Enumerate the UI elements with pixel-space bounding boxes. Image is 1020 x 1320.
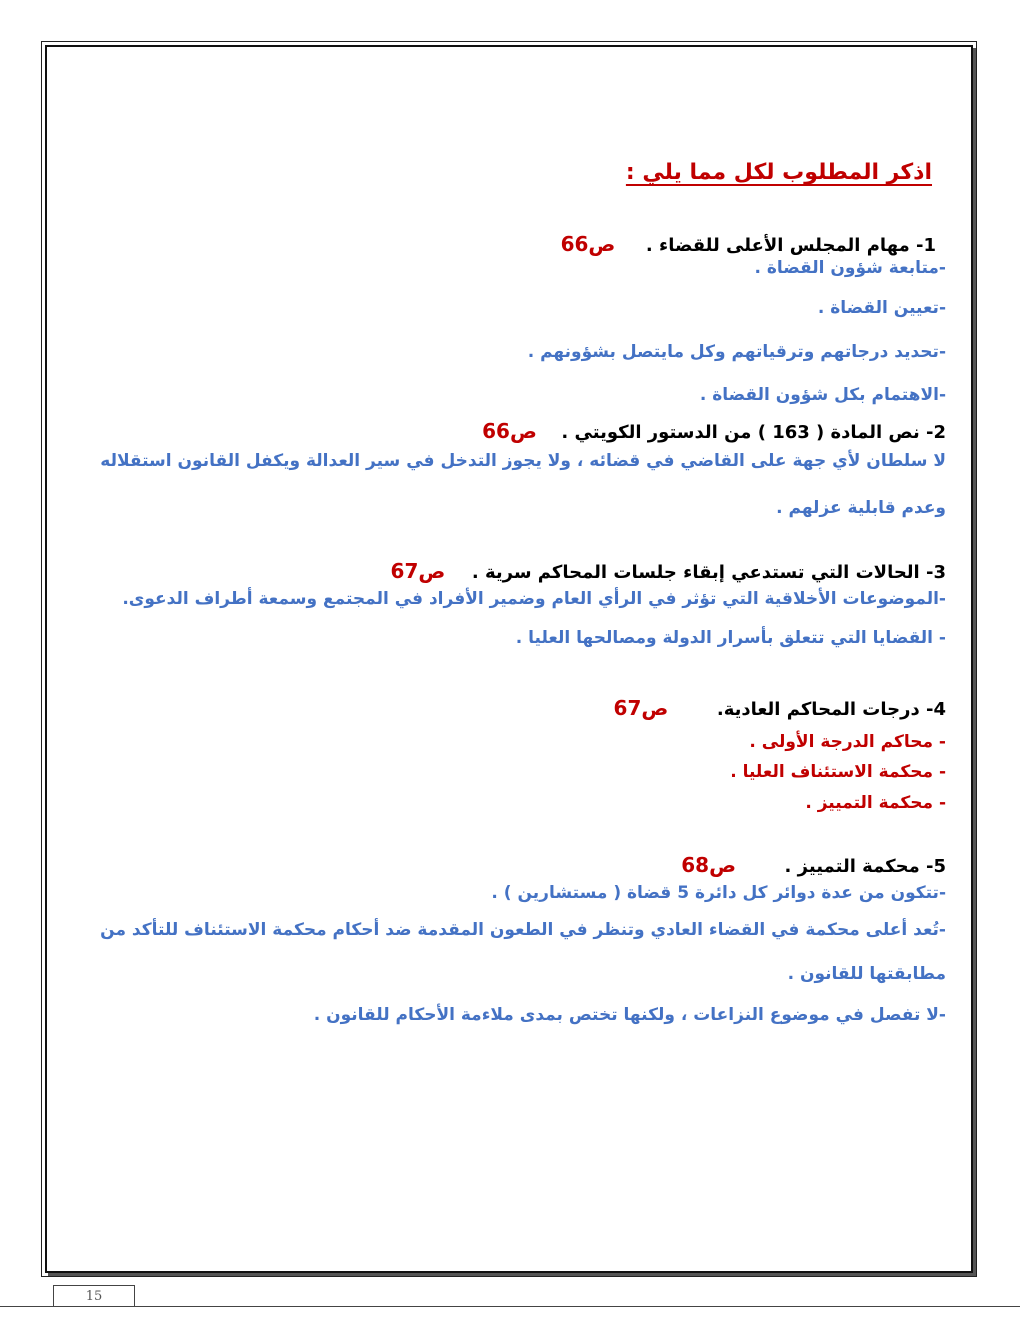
page-heading: اذكر المطلوب لكل مما يلي : [625,160,932,185]
answer-5-3: -لا تفصل في موضوع النزاعات ، ولكنها تختص بمدى ملاءمة الأحكام للقانون . [313,1005,946,1026]
question-1-text: 1- مهام المجلس الأعلى للقضاء . [645,234,936,256]
section-5 [70,850,946,1029]
question-4 [70,693,946,723]
page-number: 15 [53,1285,135,1307]
answer-1-2: -تعيين القضاة . [817,298,946,319]
question-3 [70,556,946,586]
answer-4-2: - محكمة الاستئناف العليا . [730,762,946,783]
answer-2-1: لا سلطان لأي جهة على القاضي في قضائه ، ولا يجوز التدخل في سير العدالة ويكفل القانون استقلاله وعدم قابلية عزلهم . [100,451,946,519]
answer-5-1: -تتكون من عدة دوائر كل دائرة 5 قضاة ( مستشارين ) . [491,882,946,903]
answer-1-1: -متابعة شؤون القضاة . [754,257,946,278]
section-2 [70,416,946,532]
answer-3-1: -الموضوعات الأخلاقية التي تؤثر في الرأي العام وضمير الأفراد في المجتمع وسمعة أطراف الدعوى. [122,589,946,610]
page-ref-4: ص67 [613,695,669,720]
question-4-text: 4- درجات المحاكم العادية. [716,698,946,720]
page-ref-5: ص68 [681,852,736,877]
page-ref-1: ص66 [560,231,616,256]
question-5-text: 5- محكمة التمييز . [784,855,946,877]
page-ref-3: ص67 [390,559,446,584]
footer-rule [0,1306,1020,1307]
document-body [70,158,946,1029]
answer-4-1: - محاكم الدرجة الأولى . [749,731,946,752]
page-ref-2: ص66 [482,419,537,444]
answer-1-4: -الاهتمام بكل شؤون القضاة . [699,384,946,405]
answer-4-3: - محكمة التمييز . [805,792,946,813]
question-5 [70,850,946,880]
question-2-text: 2- نص المادة ( 163 ) من الدستور الكويتي . [561,422,946,444]
section-3 [70,556,946,651]
answer-3-2: - القضايا التي تتعلق بأسرار الدولة ومصالحها العليا . [515,627,946,648]
section-1 [70,229,946,408]
answer-1-3: -تحديد درجاتهم وترقياتهم وكل مايتصل بشؤونهم . [527,342,946,363]
question-3-text: 3- الحالات التي تستدعي إبقاء جلسات المحاكم سرية . [471,562,946,584]
section-4 [70,693,946,816]
answer-5-2: -تُعد أعلى محكمة في القضاء العادي وتنظر في الطعون المقدمة ضد أحكام محكمة الاستئناف للتأكد من مطابقتها للقانون . [100,920,946,985]
